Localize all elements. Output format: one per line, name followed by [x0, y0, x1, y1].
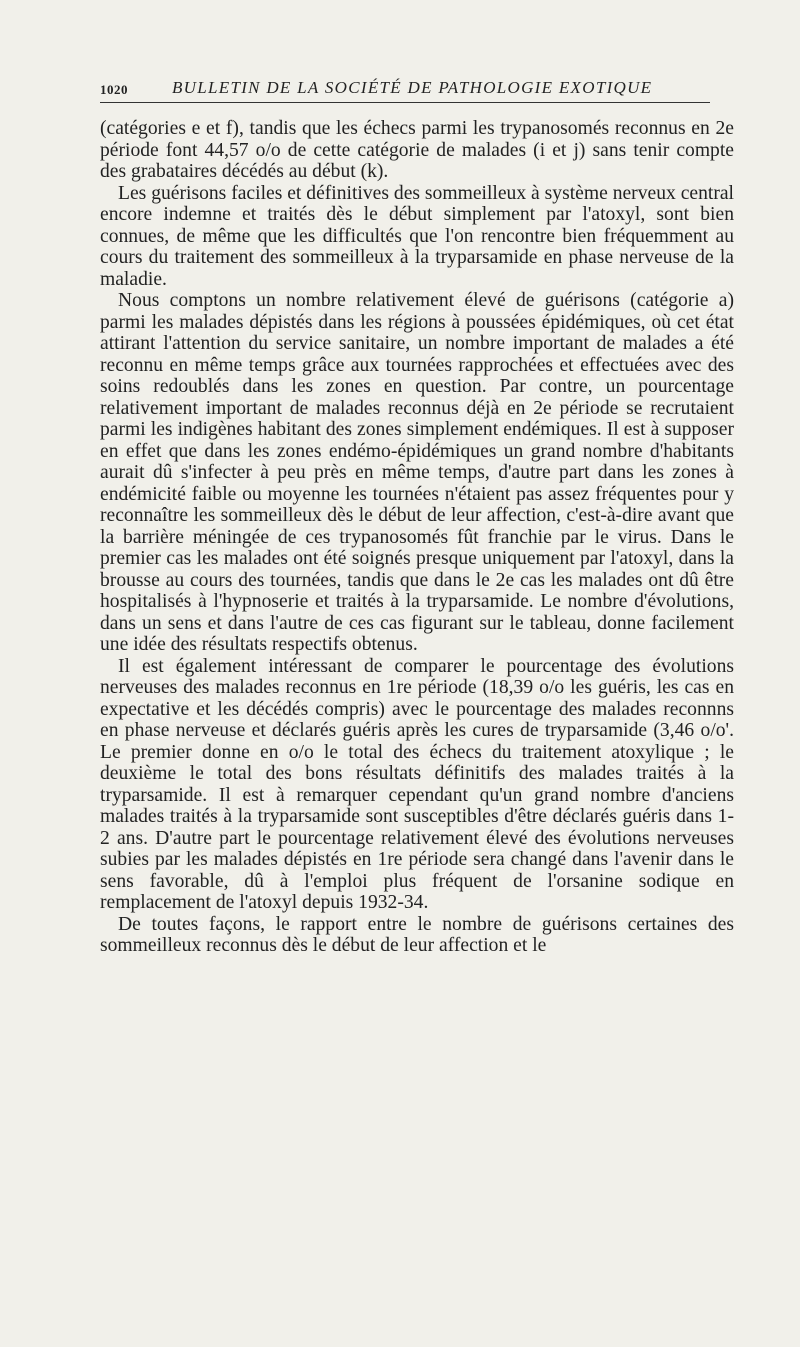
paragraph-5: De toutes façons, le rapport entre le nombre de guérisons certaines des sommeilleux reconnus dès le début de leur affection et le: [100, 913, 734, 956]
body-text: [100, 118, 734, 957]
page-number: 1020: [100, 82, 128, 97]
running-header: [100, 78, 710, 103]
running-title: BULLETIN DE LA SOCIÉTÉ DE PATHOLOGIE EXOTIQUE: [172, 78, 653, 97]
paragraph-2: Les guérisons faciles et définitives des sommeilleux à système nerveux central encore indemne et traités dès le début simplement par l'atoxyl, sont bien connues, de même que les difficultés que l'on rencontre bien fréquemment au cours du traitement des sommeilleux à la tryparsamide en phase nerveuse de la maladie.: [100, 182, 734, 290]
paragraph-4: Il est également intéressant de comparer le pourcentage des évolutions nerveuses des malades reconnus en 1re période (18,39 o/o les guéris, les cas en expectative et les décédés compris) avec le pourcentage des malades reconnns en phase nerveuse et déclarés guéris après les cures de tryparsamide (3,46 o/o'. Le premier donne en o/o le total des échecs du traitement atoxylique ; le deuxième le total des bons résultats définitifs des malades traités à la tryparsamide. Il est à remarquer cependant qu'un grand nombre d'anciens malades traités à la tryparsamide sont susceptibles d'être déclarés guéris dans 1-2 ans. D'autre part le pourcentage relativement élevé des évolutions nerveuses subies par les malades dépistés en 1re période sera changé dans l'avenir dans le sens favorable, dû à l'emploi plus fréquent de l'orsanine sodique en remplacement de l'atoxyl depuis 1932-34.: [100, 655, 734, 913]
paragraph-1: (catégories e et f), tandis que les échecs parmi les trypanosomés reconnus en 2e période font 44,57 o/o de cette catégorie de malades (i et j) sans tenir compte des grabataires décédés au début (k).: [100, 118, 734, 182]
paragraph-3: Nous comptons un nombre relativement élevé de guérisons (catégorie a) parmi les malades dépistés dans les régions à poussées épidémiques, où cet état attirant l'attention du service sanitaire, un nombre important de malades a été reconnu en même temps grâce aux tournées rapprochées et effectuées avec des soins redoublés dans les zones en question. Par contre, un pourcentage relativement important de malades reconnus déjà en 2e période se recrutaient parmi les indigènes habitant des zones simplement endémiques. Il est à supposer en effet que dans les zones endémo-épidémiques un grand nombre d'habitants aurait dû s'infecter à peu près en même temps, d'autre part dans les zones à endémicité faible ou moyenne les tournées n'étaient pas assez fréquentes pour y reconnaître les sommeilleux dès le début de leur affection, c'est-à-dire avant que la barrière méningée de ces trypanosomés fût franchie par le virus. Dans le premier cas les malades ont été soignés presque uniquement par l'atoxyl, dans la brousse au cours des tournées, tandis que dans le 2e cas les malades ont dû être hospitalisés à l'hypnoserie et traités à la tryparsamide. Le nombre d'évolutions, dans un sens et dans l'autre de ces cas figurant sur le tableau, donne facilement une idée des résultats respectifs obtenus.: [100, 290, 734, 655]
